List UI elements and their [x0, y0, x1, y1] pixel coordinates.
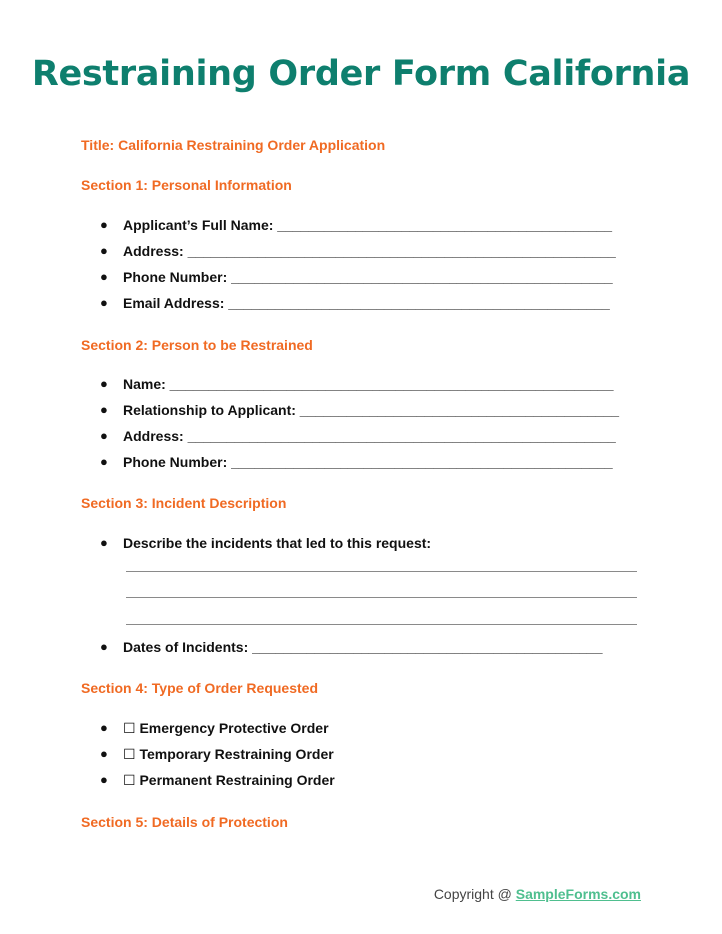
bullet-icon: ●	[100, 428, 108, 443]
list-item	[100, 212, 616, 238]
field-applicant-phone[interactable]: Phone Number: _________________________________________________	[123, 269, 613, 285]
list-item	[100, 634, 603, 660]
list-item	[100, 530, 431, 556]
bullet-icon: ●	[100, 454, 108, 469]
bullet-icon: ●	[100, 402, 108, 417]
bullet-icon: ●	[100, 269, 108, 284]
bullet-icon: ●	[100, 746, 108, 761]
checkbox-permanent-restraining-order[interactable]: ☐ Permanent Restraining Order	[123, 772, 335, 788]
list-item	[100, 264, 616, 290]
incident-description-line-1[interactable]	[126, 571, 637, 572]
list-item	[100, 238, 616, 264]
incident-description-line-2[interactable]	[126, 597, 637, 598]
brand-link[interactable]: SampleForms.com	[515, 886, 641, 902]
list-item	[100, 423, 619, 449]
bullet-icon: ●	[100, 217, 108, 232]
bullet-icon: ●	[100, 376, 108, 391]
checkbox-emergency-protective-order[interactable]: ☐ Emergency Protective Order	[123, 720, 329, 736]
bullet-icon: ●	[100, 295, 108, 310]
section-1-heading: Section 1: Personal Information	[81, 177, 292, 193]
copyright-text: Copyright @	[433, 886, 516, 902]
section-4-list	[100, 715, 335, 793]
list-item	[100, 397, 619, 423]
list-item	[100, 741, 335, 767]
section-2-list	[100, 371, 619, 475]
section-2-heading: Section 2: Person to be Restrained	[81, 337, 313, 353]
checkbox-temporary-restraining-order[interactable]: ☐ Temporary Restraining Order	[123, 746, 334, 762]
form-title-line: Title: California Restraining Order Application	[81, 137, 386, 153]
field-restrained-name[interactable]: Name: _________________________________________________________	[123, 376, 614, 392]
field-relationship[interactable]: Relationship to Applicant: _________________________________________	[123, 402, 620, 418]
field-applicant-address[interactable]: Address: _______________________________________________________	[123, 243, 616, 259]
section-1-list	[100, 212, 616, 316]
list-item	[100, 290, 616, 316]
list-item	[100, 767, 335, 793]
bullet-icon: ●	[100, 772, 108, 787]
bullet-icon: ●	[100, 639, 108, 654]
field-restrained-address[interactable]: Address: _______________________________________________________	[123, 428, 616, 444]
list-item	[100, 449, 619, 475]
bullet-icon: ●	[100, 243, 108, 258]
field-applicant-email[interactable]: Email Address: _________________________________________________	[123, 295, 610, 311]
copyright-footer	[434, 886, 641, 902]
section-3-heading: Section 3: Incident Description	[81, 495, 287, 511]
section-5-heading: Section 5: Details of Protection	[81, 814, 288, 830]
list-item	[100, 715, 335, 741]
field-restrained-phone[interactable]: Phone Number: _________________________________________________	[123, 454, 613, 470]
section-3-list-a	[100, 530, 431, 556]
incident-description-line-3[interactable]	[126, 624, 637, 625]
bullet-icon: ●	[100, 720, 108, 735]
section-3-list-b	[100, 634, 603, 660]
field-applicant-full-name[interactable]: Applicant’s Full Name: ___________________________________________	[123, 217, 613, 233]
bullet-icon: ●	[100, 535, 108, 550]
field-incident-dates[interactable]: Dates of Incidents: _____________________________________________	[123, 639, 603, 655]
page-title: Restraining Order Form California	[31, 54, 691, 94]
list-item	[100, 371, 619, 397]
incident-description-label: Describe the incidents that led to this request:	[123, 535, 432, 551]
section-4-heading: Section 4: Type of Order Requested	[81, 680, 319, 696]
